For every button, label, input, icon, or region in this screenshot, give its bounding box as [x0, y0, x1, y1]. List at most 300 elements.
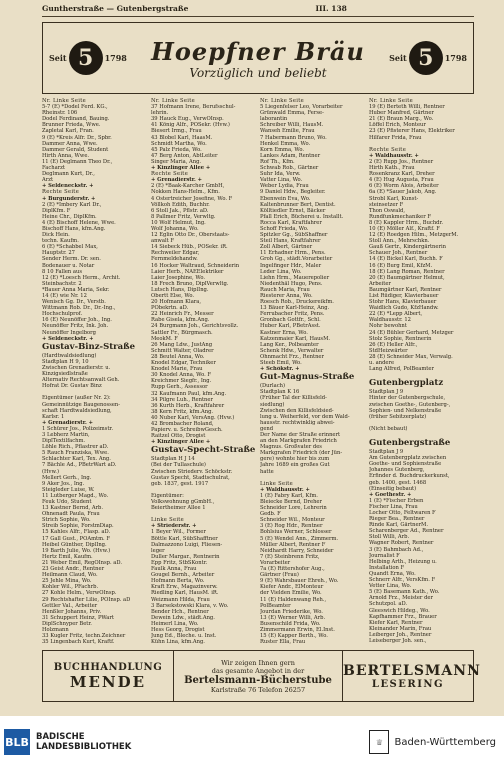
directory-entry: Stohr Hans, Klavierbauer [369, 299, 437, 306]
directory-entry: Vetter Lina, Wo. [369, 583, 412, 590]
brand-slogan: Vorzüglich und beliebt [189, 65, 327, 80]
directory-entry: Lang Ker., Polbeamter [260, 341, 319, 348]
directory-entry: Kinzigsiedlstraße [42, 371, 88, 378]
directory-entry: Stoll Ann., Mehrschkn. [369, 238, 430, 245]
directory-entry: Feuk Udo, Student [42, 499, 92, 505]
directory-entry: Vorarbeiter [260, 559, 291, 566]
directory-entry: Nr. Linke Seite [369, 98, 413, 104]
directory-entry: 5 Rauch Franziska, Wwe. [42, 450, 109, 457]
directory-entry: lehrin. [151, 110, 169, 117]
directory-entry: Schutzpol. aD. [369, 601, 408, 608]
directory-column-4 [369, 98, 474, 644]
directory-entry: Pfall Erich, Bücherei u. Installt. [260, 213, 344, 220]
directory-entry: + Grenadierstr. + [42, 419, 93, 426]
directory-entry: Katzenmaier Karl, HausM. [260, 335, 331, 342]
directory-entry: Stadtplan H 9, 10 [42, 358, 89, 365]
directory-entry: Deglmann Kurt, Dr., [42, 171, 95, 178]
directory-entry: Karlsr. 1 [42, 413, 65, 420]
directory-entry: Strobl Karl, Kunst- [369, 195, 419, 202]
directory-entry: Löffel Erich, Monteur [369, 122, 426, 129]
directory-entry: Schneider Lore, Lehrerin [260, 505, 327, 512]
directory-entry: Linke Seite [151, 517, 185, 524]
directory-entry: Kreichmer Siegfr., Ing. [151, 378, 212, 385]
lesering-line-1: BERTELSMANN [343, 662, 481, 679]
directory-entry: Kapfhammer Frz., Brauer [369, 613, 437, 620]
seal-left-icon: 5 [69, 41, 103, 75]
directory-entry: *Bauer Anna Maria, Sekr. [42, 286, 110, 293]
seal-left [49, 41, 127, 75]
directory-entry: Zwischen Striederv. Schöckstr. [151, 468, 233, 475]
directory-entry: 26 (E) Heller Alfr., [369, 341, 418, 348]
directory-entry: Hofrat Dr. Gustav Binz [42, 383, 102, 390]
directory-entry: 9 Daniel Hdw., Begleiter. [260, 189, 326, 196]
directory-entry: 28 (E) Schneider Max, Verwalg. [369, 353, 453, 360]
directory-entry: Gleeswich Hildeg., Wo. [369, 607, 430, 614]
directory-entry: 32 Kaufmann Paul, kfm.Ang. [151, 390, 227, 397]
directory-entry: + Goethestr. + [369, 491, 412, 498]
blb-logo-icon: BLB [4, 729, 30, 755]
directory-entry: 29 Rechtshafter Lilie, POInsp. aD [42, 596, 131, 603]
info-line-2: das gesamte Angebot in der [211, 666, 305, 675]
directory-entry: anwalt F [151, 238, 174, 245]
directory-entry: 11 Lutberger Magd., Wo. [42, 492, 109, 499]
directory-entry: 14 (E) wie Nr. 12 [42, 293, 87, 299]
directory-entry: + Seldeneckstr. + [42, 183, 94, 190]
directory-entry: an den Markgrafen Friedrich [260, 438, 337, 445]
directory-entry: lung u. Weiherfeld, vor dem Wald- [260, 413, 350, 420]
directory-entry: Dalmazzono Luigi, Fliesen- [151, 541, 223, 548]
directory-entry: Gougel Bernh., Arbeiter [151, 572, 215, 579]
directory-entry: Schlachter Karl, Tex. Ang. [42, 456, 111, 463]
directory-entry: Nr. Linke Seite [151, 98, 195, 104]
directory-entry: 16 (E) Neunöffer Joh., Ing. [42, 317, 112, 324]
directory-entry: Zwischen den Killisfeldsied- [260, 407, 334, 414]
mende-block [43, 662, 173, 691]
directory-entry: 4 (E) Hug Augusta, Frau [369, 177, 434, 184]
directory-entry: Völlkoh Edith, Buchhr. [151, 201, 210, 208]
directory-entry: Knodel Marie, Frau [151, 366, 203, 373]
directory-entry: Rinde Karl, GärtnerM. [369, 522, 429, 529]
directory-entry: Kaltenbrunner Bert, Dentist. [260, 201, 336, 208]
directory-entry: Bender Hch., Rentner [151, 608, 209, 615]
directory-entry: + Kinzlinger Allee + [151, 439, 211, 446]
directory-entry: Thon Oswald, [369, 207, 405, 214]
lesering-line-2: LESERING [371, 678, 445, 690]
directory-entry: 16 (E) Burg Emil, KfzM. [369, 262, 433, 269]
directory-entry: 22 (E) *Lepp Albert, [369, 311, 423, 318]
directory-entry: 18 (E) Lang Roman, Rentner [369, 268, 445, 275]
directory-entry: Nr. Linke Seite [42, 98, 86, 104]
directory-entry: MeokM. F [151, 335, 178, 342]
directory-entry: Gronbach Gottfr., Schl. [260, 317, 321, 324]
directory-entry: Steeb Emil, Wo. [260, 360, 302, 367]
street-heading: Gutenbergplatz [369, 378, 444, 389]
directory-entry: Zapletal Karl, Fran. [42, 128, 94, 135]
directory-entry: 3 (E) Bahmbach Ad., [369, 546, 424, 553]
directory-entry: Neidhardt Harry, Schneider [260, 547, 334, 554]
directory-column-1 [42, 98, 147, 644]
directory-entry: 20 Hofmann Klara, [151, 299, 202, 306]
directory-entry: Facharzt [42, 165, 65, 172]
directory-entry: 41 König Alfr., POSekr. (Hvw.) [151, 122, 230, 129]
directory-entry: + Schökstr. + [260, 366, 300, 373]
directory-entry: Schenk Hdw., Verwalter [260, 347, 324, 354]
directory-entry: Hirth Kath., Frau [369, 165, 415, 172]
directory-entry: Obertt Else, Wo. [151, 293, 195, 299]
directory-entry: Waldhausstr. 12 [369, 317, 411, 324]
seal-left-prefix: Seit [49, 53, 67, 63]
directory-entry: Sattler Fr., Bürgmasch. [151, 329, 213, 336]
directory-entry: 31 Schuppert Heinz, PWart [42, 614, 114, 621]
directory-entry: gend [260, 425, 274, 432]
directory-entry: 12 Eglin Otto Dr., Oberstaats- [151, 232, 230, 239]
directory-entry: Schmitt Walter, Oladrer [151, 347, 214, 354]
mende-line-1: BUCHHANDLUNG [53, 661, 163, 673]
directory-entry: 1 Schürer Jos., Polizeimstr. [42, 425, 113, 432]
directory-entry: + Waldhausstr. + [369, 152, 419, 159]
directory-entry: 14 (E) Bickel Karl, Buchh. F [369, 256, 443, 263]
directory-column-2 [151, 98, 256, 644]
directory-entry: Busenschild Frida, Wo. [260, 620, 321, 627]
directory-entry: Hauptstr. 27 [42, 250, 75, 257]
directory-entry: 30 Knodel Anna, Wo. F [151, 372, 212, 379]
directory-entry: Biesert Irmg., Frau [151, 128, 202, 135]
directory-entry: Neunöffer Fritz, Ink. Joh. [42, 323, 109, 330]
directory-entry: Jourdan Friederike, Wo. [260, 608, 323, 615]
directory-entry: Henßler Johanns, Priv. [42, 608, 102, 615]
directory-entry: Ingelfinger Hdr., Maler [260, 262, 322, 269]
directory-entry: Rechte Seite [42, 189, 80, 196]
directory-entry: 4 (E) Bischoff Helene, Wwe. [42, 219, 116, 226]
directory-entry: Riesterer Anna, Wo. [260, 293, 313, 299]
directory-entry: Baumgärtner Karl, Rentner [369, 286, 442, 293]
directory-entry: Suhr Ida, Verw. [260, 171, 301, 178]
directory-entry: Beiertheimer Allee 1 [151, 505, 206, 512]
directory-entry: Ruster Ella, Frau [260, 639, 306, 644]
directory-entry: Ferrubacher Fritz, Pens. [260, 311, 325, 318]
directory-entry: Waidlich Gudo, KfzHandw. [369, 305, 439, 312]
directory-entry: Hofmann Berta, Wo. [151, 578, 205, 585]
bw-coat-of-arms-icon: ♕ [369, 730, 389, 754]
blb-branding[interactable] [0, 729, 131, 755]
bertelsmann-info [173, 651, 343, 701]
directory-entry: (Bei der Tullaschule) [151, 462, 206, 469]
directory-entry: 8 10 Fallen aus [42, 268, 83, 275]
directory-entry: gere) wohnte hier bis zum [260, 456, 330, 463]
directory-entry: Kölltiedler Ernst, Bäcker [260, 207, 326, 214]
directory-entry: + Seldeneckstr. + [42, 335, 94, 342]
directory-entry: 33 Kugler Fritz, techn.Zeichner [42, 633, 126, 640]
directory-entry: techn. Kaufm. [42, 238, 79, 245]
directory-entry: Kraft Erw., Magazinverw. [151, 584, 218, 591]
bw-name: Baden-Württemberg [394, 736, 496, 748]
directory-entry: 22 Heinrich Fr., Messer [151, 311, 214, 318]
directory-entry: 5 (E) Wendel Ann., Zimmerm. [260, 535, 339, 542]
directory-entry: Gettler Val., Arbeiter [42, 602, 98, 609]
directory-entry: leger [151, 547, 165, 554]
directory-entry: Stadtplan K 16 [260, 389, 300, 396]
directory-entry: Neunöffer Ingelborg [42, 329, 96, 336]
directory-entry: Arzt [42, 177, 54, 184]
directory-entry: 17 Gall Gust., POAmtm. F [42, 535, 110, 542]
directory-entry: 23 Geist Andr., Rentner [42, 566, 105, 573]
directory-entry: 11 (E) Deglmann Theo Dr., [42, 158, 113, 165]
directory-entry: Quandt Erna, Wo. [369, 570, 416, 577]
directory-entry: Roesch Rob., Druckereikfm. [260, 299, 334, 306]
directory-entry: 20 (E) Baumgärtner Helmut, [369, 274, 445, 281]
blb-name-line-2: LANDESBIBLIOTHEK [36, 742, 132, 752]
directory-entry: Steinbachstr. 2 [42, 280, 82, 287]
directory-entry: geb. 1400, gest. 1468 [369, 479, 427, 486]
directory-entry: Bischoff Hans, kfm.Ang. [42, 225, 106, 232]
directory-entry: 3 (E) Rog Hdr., Rentner [260, 523, 323, 530]
directory-entry: Weber Lydia, Frau [260, 183, 309, 190]
directory-entry: Kastner Erna, Wo. [260, 329, 308, 336]
directory-entry: (Früher Tal der Killisfeld- [260, 395, 327, 402]
directory-entry: Fernmeldehandw. [151, 256, 198, 263]
directory-entry: 40 Nuber Karl, VersAng. (Hvw.) [151, 414, 235, 421]
directory-entry: 7 Habermann Bruno, Wo. [260, 134, 327, 141]
directory-entry: Singer Maria, Ang. [151, 158, 202, 165]
directory-entry: Schoff Frieda, Wo. [260, 225, 309, 232]
directory-entry: 8 Pallmer Fritz, Verwltg. [151, 213, 216, 220]
directory-entry: Steigleder Luise, W. [42, 486, 95, 493]
directory-entry: Vatter Lina, Wo. [260, 177, 303, 184]
directory-entry: Heine Chr., DiplKfm. [42, 213, 97, 220]
directory-entry: Steil Hans, Kraftfahrer [260, 238, 321, 245]
brand-name: Hoepfner Bräu [151, 36, 365, 66]
directory-entry: der Vielden Emilie, Wo. [260, 590, 322, 597]
directory-entry: (früher Sebitzerplatz) [369, 413, 427, 420]
directory-entry: Schnerr Alfr., VersKfm. F [369, 577, 436, 584]
directory-entry: Rof Th., Kfm. [260, 158, 295, 165]
directory-entry: PolBeamter [260, 602, 291, 609]
directory-entry: Locher Otto, Feltwaren F [369, 510, 436, 516]
bw-branding[interactable] [369, 730, 504, 754]
directory-entry: Fischer Lina, Frau [369, 503, 418, 510]
directory-entry: Dodel Ferdinand, Bauing. [42, 116, 110, 123]
street-heading: Gustav-Binz-Straße [42, 341, 135, 352]
directory-entry: Bodenauer u. Notar [42, 262, 95, 269]
directory-entry: Huber Karl, PBetrAsst. [260, 323, 321, 330]
directory-entry: Schreiber Willi, HausM. [260, 122, 324, 129]
directory-entry: List Rüdiger, Klavierbauer [369, 293, 439, 299]
info-line-4: Karlstraße 76 Telefon 26257 [210, 685, 306, 694]
directory-entry: Magnus. Großvater des [260, 444, 322, 451]
directory-entry: 42 Brombacher Roland, [151, 420, 214, 427]
directory-entry: 3 Lebherz Martin, [42, 431, 90, 438]
directory-entry: 10 (E) Möller Alf., Kraftf. F [369, 225, 440, 232]
street-heading: Gutenbergstraße [369, 438, 451, 449]
directory-entry: Streib Sophie, ForstmDiap. [42, 523, 114, 530]
directory-entry: 12 (E) Roedgen Hilm., MetzgerM. [369, 232, 459, 239]
directory-entry: 11 Erhadner Hrm., Pens. [260, 250, 326, 257]
directory-entry: (Einseitig bebaut) [369, 485, 417, 492]
directory-entry: 6a (E) *Sauer Jakob, Ang. [369, 189, 437, 196]
directory-entry: 2 (E) *Baak-Karcher GmbH, [151, 183, 225, 190]
info-line-3: Bertelsmann-Bücherstube [184, 674, 332, 686]
seal-right [389, 41, 467, 75]
directory-entry: Volkswohnung gGmbH., [151, 499, 215, 505]
seal-left-year: 1798 [104, 53, 127, 63]
directory-entry: Ohnenadt Paula, Frau [42, 511, 100, 518]
directory-entry: Huber Manfred, Gärtner [369, 110, 434, 117]
directory-entry: Henkel Emma, Wo. [260, 140, 311, 147]
directory-entry: 13 Bäuer Karl-Heinz, Ang. [260, 305, 330, 312]
directory-entry: 14 Siebeck Hüb., POSekr. iR. [151, 244, 228, 251]
directory-entry: Gemeinnützige Baugenossen- [42, 401, 120, 408]
directory-entry: Wittmann Rob. Dr., Dr.-Ing., [42, 305, 116, 312]
directory-entry: 10 Wolf Helmut, Ing. [151, 219, 206, 226]
directory-entry: Heibel Günther, DiplIng. [42, 541, 107, 548]
directory-entry: Goethe- und Sophienstraße [369, 461, 442, 468]
directory-entry: Löhle Rich., Pflastrer aD. [42, 444, 109, 451]
directory-entry: 26 Mang Ldw., JustAng [151, 341, 213, 348]
directory-entry: 15 (E) Kapper Berth., Wo. [260, 633, 328, 640]
directory-entry: Installation F [369, 564, 405, 571]
directory-entry: Bohlsius Werner, Schlosser [260, 529, 332, 536]
directory-entry: Gedb. F [260, 511, 281, 518]
directory-entry: Schwab Rob., Gärtner [260, 165, 319, 172]
directory-entry: steinsetzer F [369, 201, 404, 208]
directory-entry: Zoll Albert, Gärtner [260, 244, 313, 251]
directory-entry: Korn Emma, Wo. [260, 146, 305, 153]
directory-entry: Holzmann [42, 626, 69, 633]
directory-entry: + Grenadierstr. + [151, 177, 202, 184]
directory-entry: Nr. Linke Seite [260, 98, 304, 104]
directory-entry: Sophien- und Nelkenstraße [369, 407, 442, 414]
running-head [42, 4, 474, 17]
directory-entry: 27 Kohle Helm., VerwOInsp. [42, 590, 117, 597]
directory-entry: Rieger Bea., Rentner [369, 516, 425, 523]
directory-entry: Rechte Seite [151, 171, 189, 178]
directory-entry: DiplTextilfachm. [42, 438, 86, 445]
directory-entry: 1 (E) Fabry Karl, Kfm. [260, 492, 318, 499]
directory-entry: 5 Liegenfelser Leo, Vorarbeiter [260, 104, 343, 111]
directory-entry: Hochschulprof. [42, 311, 83, 318]
directory-entry: 47 Berg Anton, AbtLeiter [151, 152, 218, 159]
directory-entry: 25 Jehle Mina, Wo. [42, 578, 92, 585]
directory-entry: Dammer Gerald, Student [42, 146, 109, 153]
directory-entry: Zwischen Grenadierstr. u. [42, 364, 111, 371]
directory-entry: Heimerl Lina, Wo. [151, 620, 199, 627]
directory-entry: Kohler Wil., PFachrb. [42, 584, 99, 591]
directory-entry: 43 Blobel Karl, HaasM. [151, 134, 213, 141]
directory-entry: 28 Beutel Anna, Wo. [151, 353, 205, 360]
directory-entry: 8 (E) Kappler Hrm., Buchdr. [369, 219, 444, 226]
street-heading: Gut-Magnus-Straße [260, 372, 355, 383]
directory-entry: Rheinstr. 106 [42, 110, 78, 117]
hoepfner-advertisement [42, 22, 474, 94]
directory-entry: schaft Hardtwaldsiedlung, [42, 407, 112, 414]
directory-entry: hausstr. rechtwinklig abwei- [260, 419, 335, 426]
directory-entry: Gärtner (Frau) [260, 572, 299, 579]
directory-entry: 23 (E) Pfisterer Hans, Elektriker [369, 128, 455, 135]
directory-entry: 13 (E) Werner Willi, Arb. [260, 614, 326, 621]
directory-entry: 6 (E) Worm Alois, Arbeiter [369, 183, 439, 190]
directory-entry: Groh Gg., städt.Vorarbeiter [260, 256, 333, 263]
directory-entry: 45 Palz Frieda, Wo. [151, 146, 202, 153]
directory-entry: Stolz Sophie, Rentnerin [369, 335, 432, 342]
directory-entry: hatte [260, 468, 274, 475]
directory-entry: DiplSchnyper Betr. [42, 620, 92, 627]
directory-entry: Schneider Wil., Monteur [260, 517, 325, 524]
blb-name [36, 732, 131, 752]
directory-entry: Helbing Arth., Heizung u. [369, 558, 437, 565]
directory-entry: Arnold Frz., Meister der [369, 595, 433, 602]
directory-entry: Stoll Willi, Arb. [369, 534, 410, 541]
directory-entry: Müller Albert, Rentner F [260, 541, 326, 548]
directory-entry: Kühn Lina, kfm.Ang. [151, 639, 205, 644]
directory-entry: + Waldhausstr. + [260, 486, 310, 493]
street-heading: Gustav-Specht-Straße [151, 445, 256, 456]
directory-entry: Ohnmacht Frz., Rentner [260, 353, 324, 360]
directory-entry: Spitzler Gg., SübShaffner [260, 232, 328, 239]
directory-entry: geb. 1837, gest. 1917 [151, 480, 209, 487]
directory-entry: Stadtplan H J 14 [151, 456, 195, 463]
directory-entry: 7a (E) Rittershofer Aug., [260, 566, 325, 573]
directory-entry: Stadtplan J 9 [369, 449, 404, 456]
bertelsmann-advertisement [42, 650, 481, 702]
directory-entry: 9 (E) Wahrsbauer Ehreh., Wo. [260, 578, 339, 585]
directory-entry: Bleiecke Bernd, Dreher [260, 499, 322, 505]
directory-entry: Rechte Seite [369, 146, 407, 153]
directory-entry: Lankes Adam, Rentner [260, 152, 321, 159]
directory-entry: Leder Lina, Wo. [260, 268, 302, 275]
directory-entry: 38 Kern Fritz, kfm.Ang. [151, 408, 214, 415]
directory-entry: 24 Burgmann Joh., Gerichtsvollz. [151, 323, 239, 330]
directory-entry: Hertz Emil, Kaufm. [42, 553, 93, 560]
directory-entry: Böttle Karl, SübShafftner [151, 535, 218, 542]
directory-entry: 3 Barsekstowski Klara, v. Wo. [151, 602, 229, 609]
seal-right-prefix: Seit [389, 53, 407, 63]
directory-entry: + Striederstr. + [151, 523, 197, 530]
directory-entry: Strich Sophie, Wo. [42, 517, 91, 524]
directory-entry: 2 (E) Rupp Jos., Rentner [369, 158, 434, 165]
directory-entry: Leiberger Joh., Rentner [369, 631, 432, 638]
directory-entry: + Kinzlinger Allee + [151, 165, 211, 172]
directory-entry: Rechweiler Edgar, [151, 250, 200, 257]
directory-entry: Weizmann Hilda, Frau [151, 596, 210, 603]
directory-entry: 7 (E) Steinbrenn Fritz, [260, 553, 320, 560]
directory-entry: Kleinander Marin, Frau [369, 625, 432, 632]
directory-entry: Hess Georg, Drogist [151, 626, 205, 633]
library-footer [0, 724, 504, 760]
directory-entry: Laier Herb., NAEElektriker [151, 268, 224, 275]
directory-column-3 [260, 98, 365, 644]
directory-entry: DiplKfm. F [42, 207, 71, 214]
directory-entry: Lutsch Hans, DiplIng. [151, 286, 209, 293]
directory-entry: 4 Ostertreicher Josefine, Wo. F [151, 195, 233, 202]
directory-entry: 1 Beyer Wil., Former [151, 529, 206, 536]
directory-entry: Lang Alfred, PolBeamter [369, 366, 434, 373]
brand [151, 37, 365, 80]
directory-entry: Schauer Joh., Rentner [369, 250, 428, 257]
directory-entry: Niedenthäl Hugo, Pens. [260, 280, 323, 287]
directory-entry: 15 Kahles Alfr., Flasp. aD. [42, 529, 111, 536]
directory-entry: Hinter der Gutenbergschule, [369, 395, 446, 402]
directory-entry: Rundfunkmechaniker F [369, 213, 431, 220]
directory-entry: Stadtplan J 9 [369, 389, 404, 396]
directory-entry: Johannes Gutenberg, [369, 467, 425, 474]
directory-entry: Riedling Karl, HausM. iR. [151, 590, 219, 597]
directory-entry: laborantin [260, 116, 288, 123]
directory-entry: Ebenwein Eva, Wo. [260, 195, 311, 202]
directory-entry: 35 Lingenbach Kurt, Kraftf. [42, 639, 115, 644]
directory-entry: (Hardtwaldsiedlung) [42, 352, 97, 359]
directory-entry: Schmidt Martha, Wo. [151, 140, 207, 147]
directory-entry: Knodel Edgar, Techniker [151, 360, 216, 367]
